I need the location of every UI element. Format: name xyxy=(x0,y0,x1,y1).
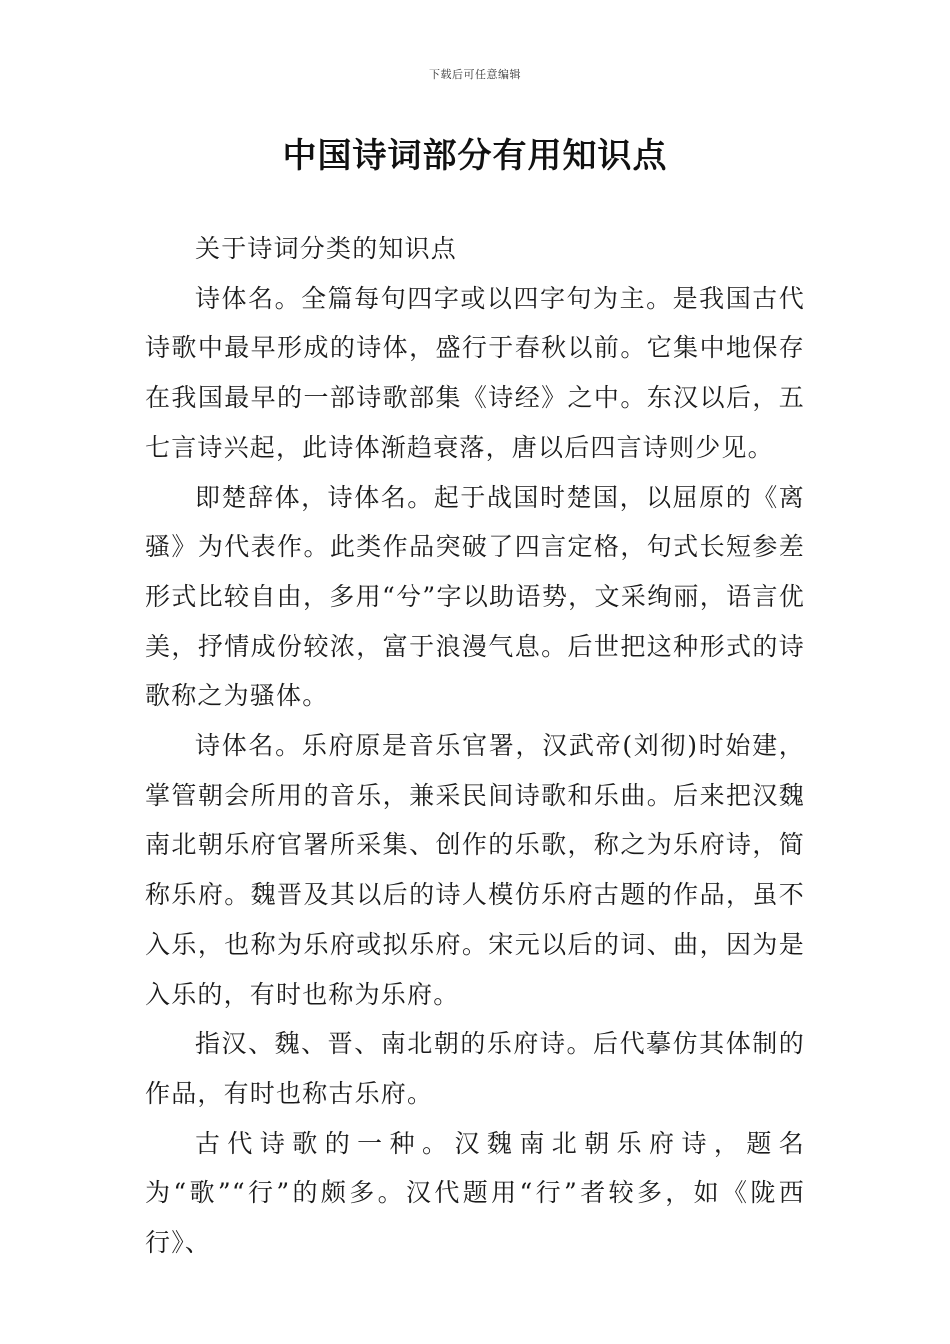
paragraph-gexing-ti: 古代诗歌的一种。汉魏南北朝乐府诗，题名为“歌”“行”的颇多。汉代题用“行”者较多，如《陇西行》、 xyxy=(145,1128,805,1258)
paragraph-sao-ti: 即楚辞体，诗体名。起于战国时楚国，以屈原的《离骚》为代表作。此类作品突破了四言定格，句式长短参差形式比较自由，多用“兮”字以助语势，文采绚丽，语言优美，抒情成份较浓，富于浪漫气息。后世把这种形式的诗歌称之为骚体。 xyxy=(145,482,805,711)
paragraph-siyan-shi: 诗体名。全篇每句四字或以四字句为主。是我国古代诗歌中最早形成的诗体，盛行于春秋以前。它集中地保存在我国最早的一部诗歌部集《诗经》之中。东汉以后，五七言诗兴起，此诗体渐趋衰落，唐以后四言诗则少见。 xyxy=(145,283,805,462)
document-body xyxy=(145,224,805,1268)
paragraph-yuefu: 诗体名。乐府原是音乐官署，汉武帝(刘彻)时始建，掌管朝会所用的音乐，兼采民间诗歌和乐曲。后来把汉魏南北朝乐府官署所采集、创作的乐歌，称之为乐府诗，简称乐府。魏晋及其以后的诗人模仿乐府古题的作品，虽不入乐，也称为乐府或拟乐府。宋元以后的词、曲，因为是入乐的，有时也称为乐府。 xyxy=(145,731,805,1009)
paragraph-gu-yuefu: 指汉、魏、晋、南北朝的乐府诗。后代摹仿其体制的作品，有时也称古乐府。 xyxy=(145,1029,805,1108)
header-note: 下载后可任意编辑 xyxy=(429,68,521,81)
document-title: 中国诗词部分有用知识点 xyxy=(282,136,668,176)
paragraph-section-heading: 关于诗词分类的知识点 xyxy=(195,234,458,263)
